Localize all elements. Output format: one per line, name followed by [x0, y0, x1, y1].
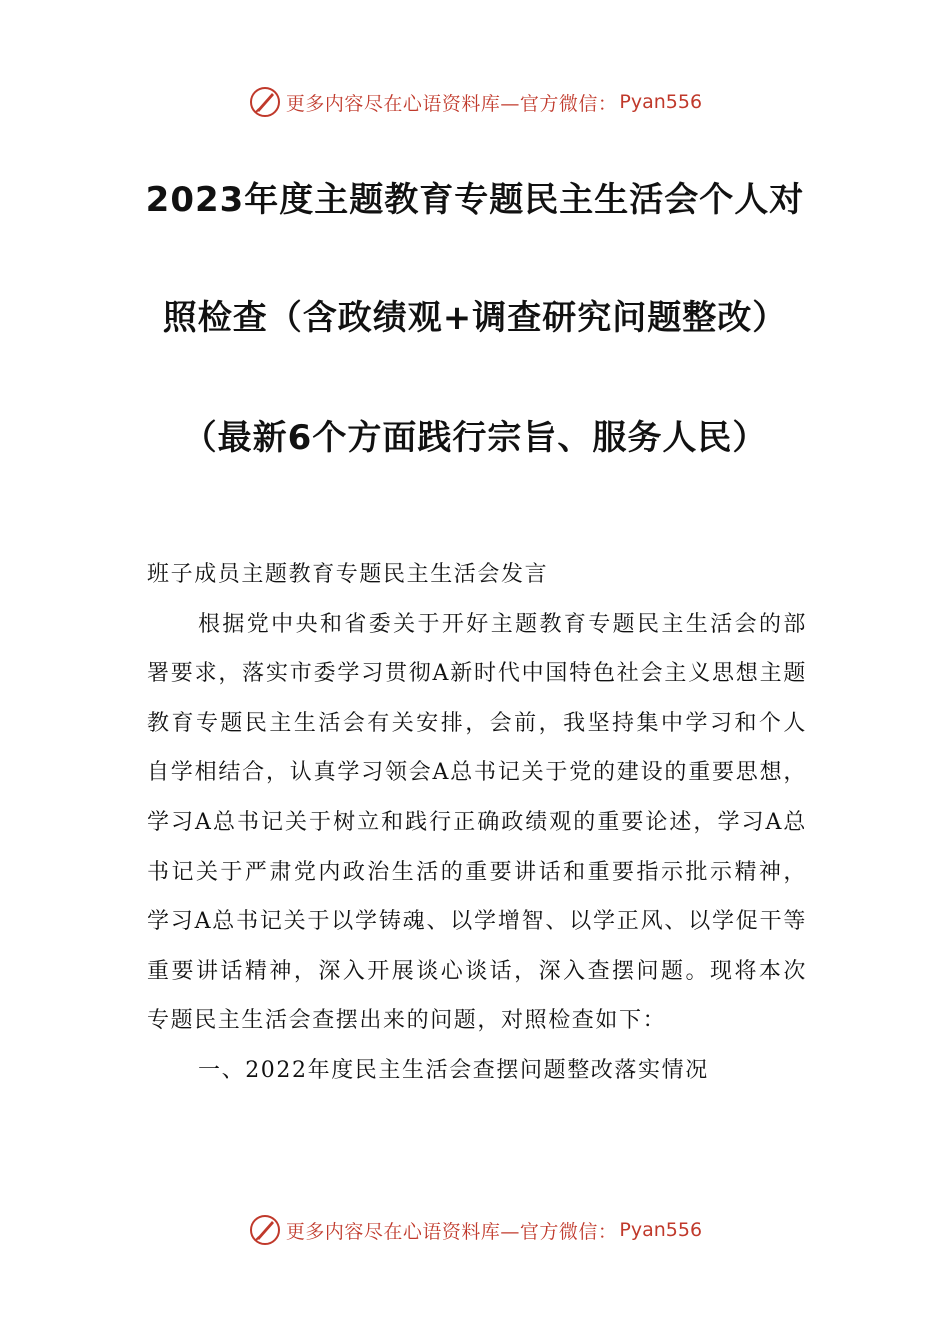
document-title-line-2: 照检查（含政绩观+调查研究问题整改） [162, 298, 788, 338]
intro-line: 班子成员主题教育专题民主生活会发言 [147, 562, 549, 587]
watermark-wechat-id: Pyan556 [619, 1219, 703, 1241]
section-heading-1: 一、2022年度民主生活会查摆问题整改落实情况 [198, 1057, 709, 1083]
document-subtitle: （最新6个方面践行宗旨、服务人民） [182, 418, 768, 458]
document-body [147, 550, 807, 1096]
watermark-text: 更多内容尽在心语资料库—官方微信： [285, 92, 618, 115]
watermark-text: 更多内容尽在心语资料库—官方微信： [285, 1220, 618, 1243]
watermark-header [0, 82, 950, 122]
document-title-line-1: 2023年度主题教育专题民主生活会个人对 [145, 180, 805, 220]
quill-logo-icon [248, 85, 282, 119]
watermark-wechat-id: Pyan556 [619, 91, 703, 113]
quill-logo-icon [248, 1213, 282, 1247]
body-paragraph: 根据党中央和省委关于开好主题教育专题民主生活会的部署要求，落实市委学习贯彻A新时代中国特色社会主义思想主题教育专题民主生活会有关安排，会前，我坚持集中学习和个人自学相结合，认真学习领会A总书记关于党的建设的重要思想，学习A总书记关于树立和践行正确政绩观的重要论述，学习A总书记关于严肃党内政治生活的重要讲话和重要指示批示精神，学习A总书记关于以学铸魂、以学增智、以学正风、以学促干等重要讲话精神，深入开展谈心谈话，深入查摆问题。现将本次专题民主生活会查摆出来的问题，对照检查如下： [147, 611, 807, 1034]
watermark-footer [0, 1210, 950, 1250]
